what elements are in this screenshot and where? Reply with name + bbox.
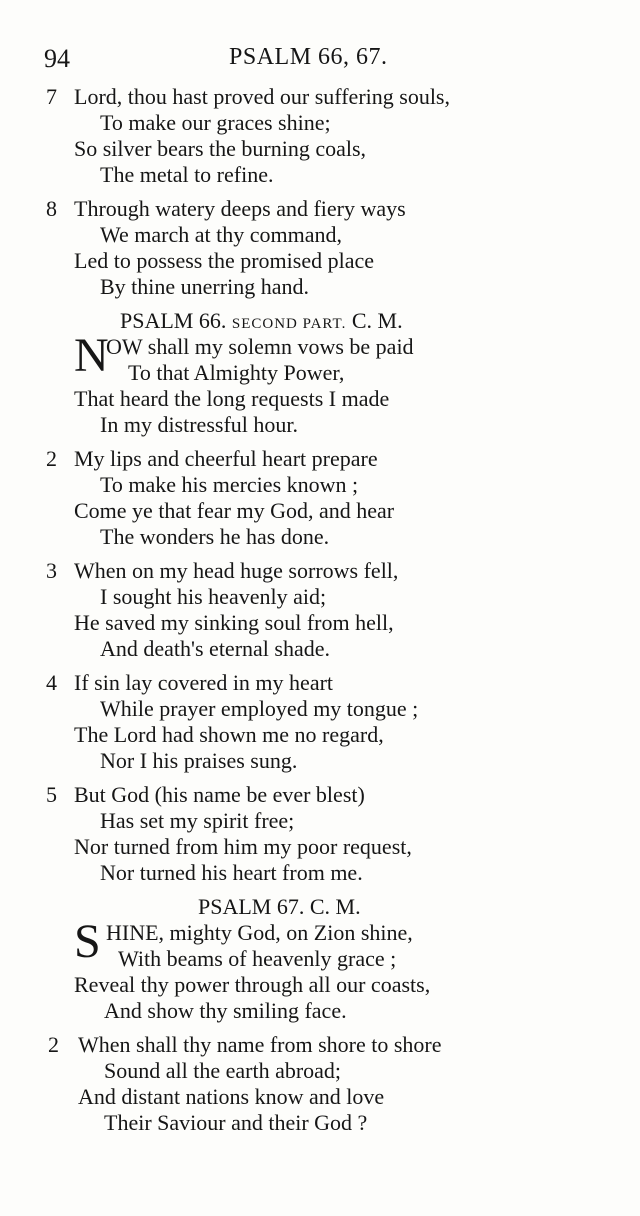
verse-line: The wonders he has done.: [100, 524, 330, 549]
verse-line: To make his mercies known ;: [100, 472, 359, 497]
stanza-number: 3: [46, 558, 57, 583]
running-title: PSALM 66, 67.: [229, 44, 388, 70]
verse-line: The Lord had shown me no regard,: [74, 722, 384, 747]
verse-line: We march at thy command,: [100, 222, 342, 247]
verse-line: With beams of heavenly grace ;: [118, 946, 397, 971]
stanza-number: 5: [46, 782, 57, 807]
psalm-heading: [120, 308, 403, 337]
verse-line: When on my head huge sorrows fell,: [74, 558, 399, 583]
verse-line: But God (his name be ever blest): [74, 782, 365, 807]
verse-line: Lord, thou hast proved our suffering souls,: [74, 84, 450, 109]
verse-line: OW shall my solemn vows be paid: [106, 334, 414, 359]
verse-line: Through watery deeps and fiery ways: [74, 196, 406, 221]
page-number: 94: [44, 44, 70, 73]
verse-line: HINE, mighty God, on Zion shine,: [106, 920, 413, 945]
verse-line: When shall thy name from shore to shore: [78, 1032, 442, 1057]
page-header: [44, 44, 604, 76]
verse-line: To make our graces shine;: [100, 110, 331, 135]
meter-label: C. M.: [351, 308, 403, 333]
verse-line: Sound all the earth abroad;: [104, 1058, 342, 1083]
verse-line: I sought his heavenly aid;: [100, 584, 327, 609]
part-label: SECOND PART.: [231, 316, 347, 332]
verse-line: If sin lay covered in my heart: [74, 670, 334, 695]
stanza-number: 2: [48, 1032, 59, 1057]
stanza-number: 2: [46, 446, 57, 471]
verse-line: Nor turned from him my poor request,: [74, 834, 412, 859]
stanza-number: 4: [46, 670, 57, 695]
drop-cap: S: [74, 915, 101, 968]
verse-line: My lips and cheerful heart prepare: [74, 446, 378, 471]
verse-line: So silver bears the burning coals,: [74, 136, 367, 161]
stanza-number: 8: [46, 196, 57, 221]
verse-line: Led to possess the promised place: [74, 248, 374, 273]
verse-line: And distant nations know and love: [78, 1084, 385, 1109]
verse-line: And death's eternal shade.: [100, 636, 330, 661]
verse-line: Come ye that fear my God, and hear: [74, 498, 395, 523]
verse-line: Nor I his praises sung.: [100, 748, 298, 773]
psalm-heading: PSALM 67. C. M.: [198, 894, 361, 919]
verse-line: Has set my spirit free;: [100, 808, 295, 833]
verse-line: Reveal thy power through all our coasts,: [74, 972, 431, 997]
verse-line: That heard the long requests I made: [74, 386, 390, 411]
verse-line: Their Saviour and their God ?: [104, 1110, 368, 1135]
verse-line: To that Almighty Power,: [128, 360, 345, 385]
verse-line: He saved my sinking soul from hell,: [74, 610, 394, 635]
verse-line: The metal to refine.: [100, 162, 274, 187]
verse-line: While prayer employed my tongue ;: [100, 696, 419, 721]
drop-cap: N: [74, 329, 109, 382]
psalm-title: PSALM 66.: [120, 308, 227, 333]
stanza-number: 7: [46, 84, 57, 109]
verse-line: Nor turned his heart from me.: [100, 860, 363, 885]
verse-line: And show thy smiling face.: [104, 998, 347, 1023]
verse-line: By thine unerring hand.: [100, 274, 309, 299]
verse-line: In my distressful hour.: [100, 412, 298, 437]
